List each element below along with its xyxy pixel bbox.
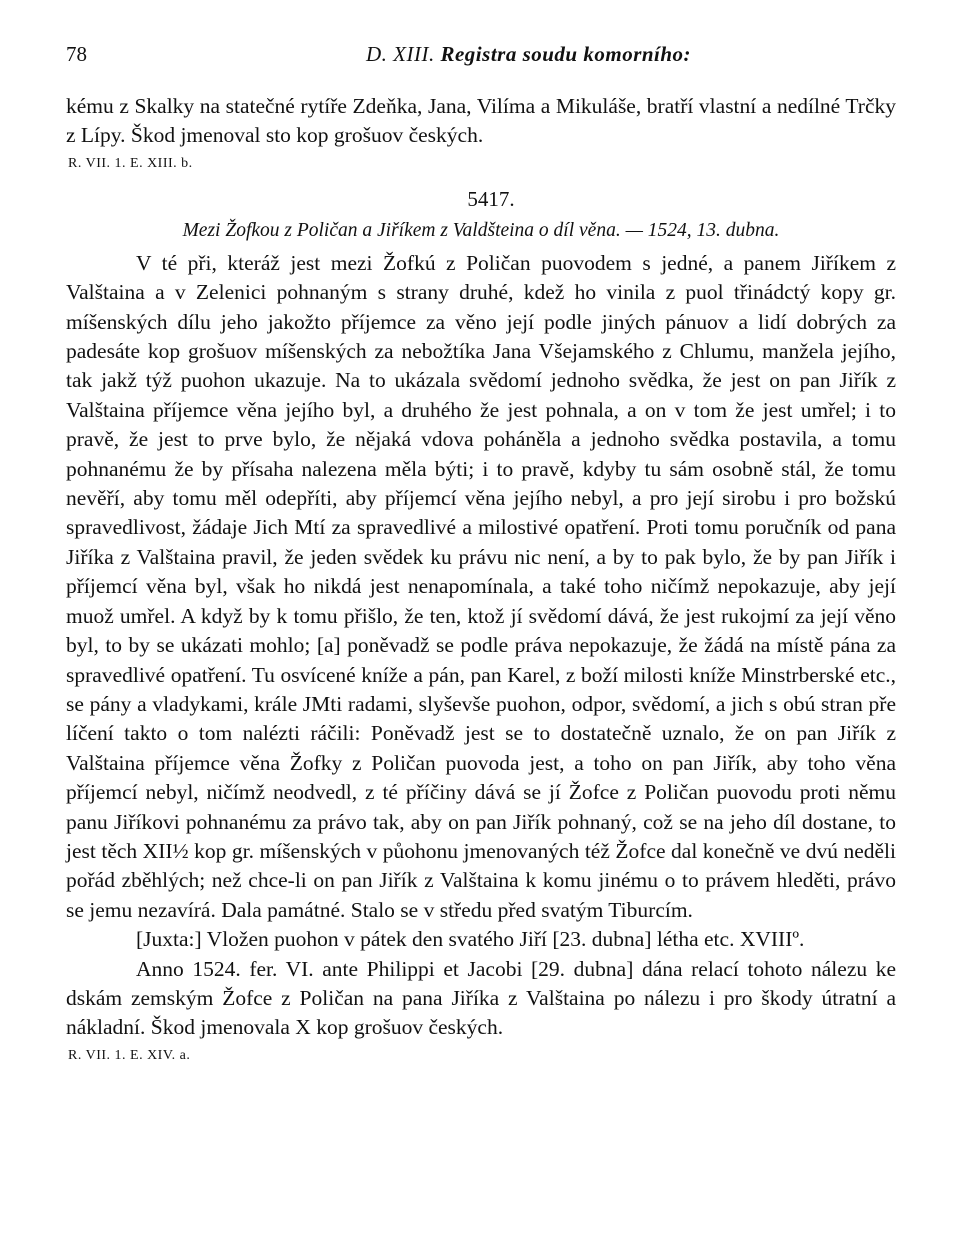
page-body bbox=[66, 92, 896, 1069]
entry-number: 5417. bbox=[467, 186, 515, 211]
archive-reference-bottom: R. VII. 1. E. XIV. a. bbox=[68, 1047, 191, 1063]
entry-main-paragraph: V té při, kteráž jest mezi Žofkú z Poličan puovodem s jedné, a panem Jiříkem z Valštaina a v Zelenici pohnaným s strany druhé, kdež ho vinila z puol třinádctý kopy gr. míšenských dílu jeho jakožto příjemce za věno její podle jiných pánuov a lidí dobrých za padesáte kop grošuov míšenských za nebožtíka Jana Všejamského z Chlumu, manžela jejího, tak jakž týž puohon ukazuje. Na to ukázala svědomí jednoho svědka, že jest on pan Jiřík z Valštaina příjemce věna jejího byl, a druhého že jest pohnala, a on v tom že jest umřel; i to pravě, že jest to prve bylo, že nějaká vdova poháněla a jednoho svědka postavila, a tomu pohnanému že by přísaha nalezena měla býti; i to pravě, kdyby tu sám osobně stál, že tomu nevěří, aby tomu měl odepříti, aby příjemcí věna jejího nebyl, a pro její sirobu i pro božskú spravedlivost, žádaje Jich Mtí za spravedlivé a milostivé opatření. Proti tomu poručník od pana Jiříka z Valštaina pravil, že jeden svědek ku právu nic není, a by to pak bylo, že by pan Jiřík i příjemcí věna byl, však ho nikdá jest nenapomínala, a také toho ničímž nepokazuje, aby její muož umřel. A když by k tomu přišlo, že ten, ktož jí svědomí dává, že jest rukojmí za její věno byl, to by se ukázati mohlo; [a] poněvadž se podle práva nepokazuje, že žádá na místě pána za spravedlivé opatření. Tu osvícené kníže a pán, pan Karel, z boží milosti kníže Minstrberské etc., se pány a vladykami, krále JMti radami, slyševše puohon, odpor, svědomí, a jich s obú stran pře líčení takto o tom nalézti ráčili: Poněvadž jest se to dostatečně uznalo, že on pan Jiřík z Valštaina příjemce věna Žofky z Poličan puovoda jest, a toho on pan Jiřík, aby toho věna příjemcí nebyl, ničímž neodvedl, z té příčiny dává se jí Žofce z Poličan puovodu proti němu panu Jiříkovi pohnanému za právo tak, aby on pan Jiřík pohnaný, což se na jeho díl dostane, to jest těch XII½ kop gr. míšenských v půohonu jmenovaných též Žofce dal konečně ve dvú neděli pořád zběhlých; než chce-li on pan Jiřík z Valštaina k komu jinému o to právem hleděti, právo se jemu nezavírá. Dala památné. Stalo se v středu před svatým Tiburcím. bbox=[66, 250, 896, 922]
running-title-text: Registra soudu komorního: bbox=[440, 42, 692, 66]
juxta-paragraph: [Juxta:] Vložen puohon v pátek den svatého Jiří [23. dubna] létha etc. XVIIIº. bbox=[136, 927, 805, 952]
running-title-volume: D. XIII. bbox=[366, 42, 435, 66]
entry-title: Mezi Žofkou z Poličan a Jiříkem z Valdšteina o díl věna. — 1524, 13. dubna. bbox=[182, 219, 780, 241]
anno-paragraph: Anno 1524. fer. VI. ante Philippi et Jacobi [29. dubna] dána relací tohoto nálezu ke dskám zemským Žofce z Poličan na pana Jiříka z Valštaina po nálezu i pro škody útratní a nákladní. Škod jmenovala X kop grošuov českých. bbox=[66, 956, 896, 1040]
page-number: 78 bbox=[66, 42, 87, 66]
page-header bbox=[66, 42, 896, 72]
continuation-paragraph: kému z Skalky na statečné rytíře Zdeňka, Jana, Vilíma a Mikuláše, bratří vlastní a nedílné Trčky z Lípy. Škod jmenoval sto kop grošuov českých. bbox=[66, 94, 896, 148]
archive-reference-top: R. VII. 1. E. XIII. b. bbox=[68, 155, 193, 171]
running-title bbox=[366, 42, 691, 67]
